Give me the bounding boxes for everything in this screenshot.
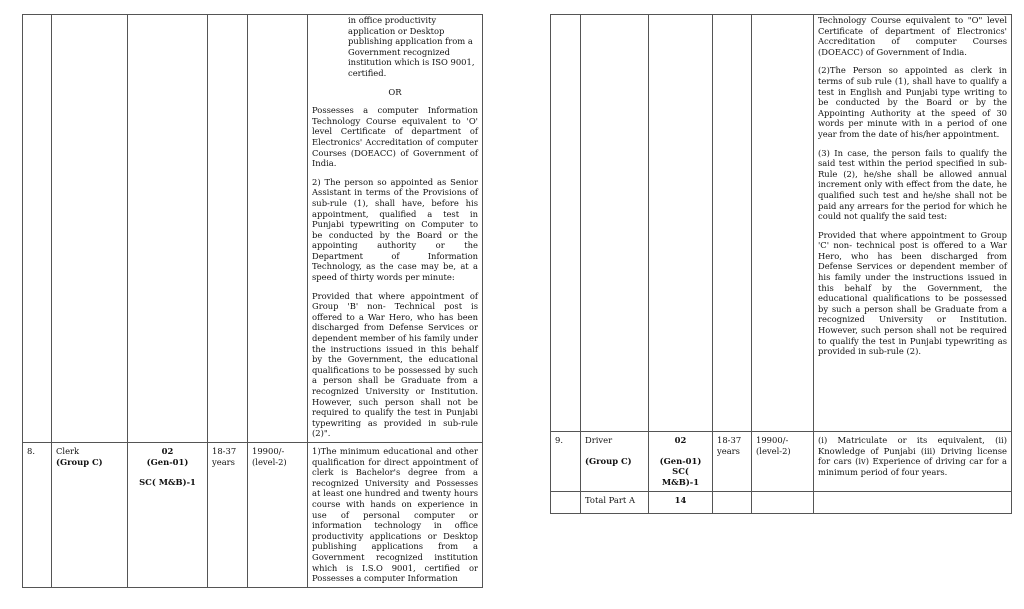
pay-cell bbox=[248, 15, 308, 443]
requirement-paragraph: Provided that where appointment of Group 'B' non- Technical post is offered to a War Hero, who has been discharged from Defense Services or dependent member of his family under the instructions issued in this behalf by the Government, the educational qualifications to be possessed by such a person shall be Graduate from a recognized University or Institution. However, such person shall not be required to qualify the test in Punjabi typewriting as provided in sub-rule (2)". bbox=[312, 290, 478, 439]
requirement-cell bbox=[814, 432, 1012, 492]
table-row bbox=[23, 15, 483, 443]
category-reserved: SC( M&B)-1 bbox=[139, 477, 196, 488]
requirement-paragraph: 2) The person so appointed as Senior Assistant in terms of the Provisions of sub-rule (1), shall have, before his appointment, qualified a test in Punjabi typewriting on Computer to be conducted by the Board or the appointing authority or the Department of Information Technology, as the case may be, at a speed of thirty words per minute: bbox=[312, 176, 478, 283]
sr-number: 9. bbox=[551, 432, 581, 492]
posts-count: 02 bbox=[161, 445, 174, 456]
pay-cell bbox=[752, 15, 814, 432]
requirement-paragraph: Possesses a computer Information Technology Course equivalent to 'O' level Certificate of department of Electronics' Accreditation of computer Courses (DOEACC) of Government of India. bbox=[312, 105, 478, 169]
post-name: Driver bbox=[585, 435, 613, 445]
requirement-cell bbox=[814, 15, 1012, 432]
pay-scale: 19900/- (level-2) bbox=[752, 432, 814, 492]
count-cell bbox=[128, 15, 208, 443]
post-name-cell bbox=[52, 442, 128, 587]
pay-cell bbox=[752, 492, 814, 514]
table-row bbox=[551, 492, 1012, 514]
post-name: Clerk bbox=[56, 445, 80, 456]
posts-count: 02 bbox=[674, 435, 687, 445]
pay-scale: 19900/- (level-2) bbox=[248, 442, 308, 587]
table-row bbox=[551, 432, 1012, 492]
age-cell bbox=[713, 15, 752, 432]
posts-count-cell bbox=[128, 442, 208, 587]
post-name-cell bbox=[581, 432, 649, 492]
sr-cell bbox=[551, 15, 581, 432]
category-general: (Gen-01) bbox=[659, 455, 702, 466]
post-group: (Group C) bbox=[56, 456, 103, 467]
requirement-paragraph: Technology Course equivalent to "O" level Certificate of department of Electronics' Accreditation of computer Courses (DOEACC) of Government of India. bbox=[818, 15, 1007, 57]
requirement-paragraph: Provided that where appointment to Group 'C' non- technical post is offered to a War Hero, who has been discharged from Defense Services or dependent member of his family under the instructions issued in this behalf by the Government, the educational qualifications to be possessed by such a person shall be Graduate from a recognized University or Institution. However, such person shall not be required to qualify the test in Punjabi typewriting as provided in sub-rule (2). bbox=[818, 229, 1007, 357]
age-limit: 18-37 years bbox=[713, 432, 752, 492]
age-cell bbox=[208, 15, 248, 443]
requirement-paragraph: OR bbox=[388, 86, 402, 97]
requirement-text: 1)The minimum educational and other qualification for direct appointment of clerk is Bachelor's degree from a recognized University and Possesses at least one hundred and twenty hours course with hands on experience in use of personal computer or information technology in office productivity applications or Desktop publishing applications from a Government recognized institution which is I.S.O 9001, certified or Possesses a computer Information bbox=[312, 445, 478, 584]
category-general: (Gen-01) bbox=[146, 456, 189, 467]
post-cell bbox=[581, 15, 649, 432]
posts-count-cell bbox=[649, 432, 713, 492]
total-value: 14 bbox=[649, 492, 713, 514]
count-cell bbox=[649, 15, 713, 432]
requirement-paragraph: (3) In case, the person fails to qualify the said test within the period specified in sub-Rule (2), he/she shall be allowed annual increment only with effect from the date, he qualified such test and he/she shall not be paid any arrears for the period for which he could not qualify the said test: bbox=[818, 147, 1007, 222]
requirement-paragraph: in office productivity application or Desktop publishing application from a Government recognized institution which is ISO 9001, certified. bbox=[348, 15, 475, 78]
table-row bbox=[23, 442, 483, 587]
requirement-cell bbox=[308, 15, 483, 443]
table-row bbox=[551, 15, 1012, 432]
sr-cell bbox=[23, 15, 52, 443]
post-cell bbox=[52, 15, 128, 443]
requirement-cell bbox=[814, 492, 1012, 514]
requirement-paragraph: (2)The Person so appointed as clerk in terms of sub rule (1), shall have to qualify a test in English and Punjabi type writing to be conducted by the Board or by the Appointing Authority at the speed of 30 words per minute with in a period of one year from the date of his/her appointment. bbox=[818, 65, 1007, 139]
right-table bbox=[550, 14, 1012, 514]
left-table bbox=[22, 14, 483, 588]
requirement-cell bbox=[308, 442, 483, 587]
sr-number: 8. bbox=[23, 442, 52, 587]
requirement-text: (i) Matriculate or its equivalent, (ii) Knowledge of Punjabi (iii) Driving license for cars (iv) Experience of driving car for a minimum period of four years. bbox=[818, 435, 1007, 477]
age-cell bbox=[713, 492, 752, 514]
category-reserved: SC( M&B)-1 bbox=[661, 466, 700, 487]
age-limit: 18-37 years bbox=[208, 442, 248, 587]
post-group: (Group C) bbox=[585, 455, 632, 466]
total-label: Total Part A bbox=[581, 492, 649, 514]
sr-cell bbox=[551, 492, 581, 514]
